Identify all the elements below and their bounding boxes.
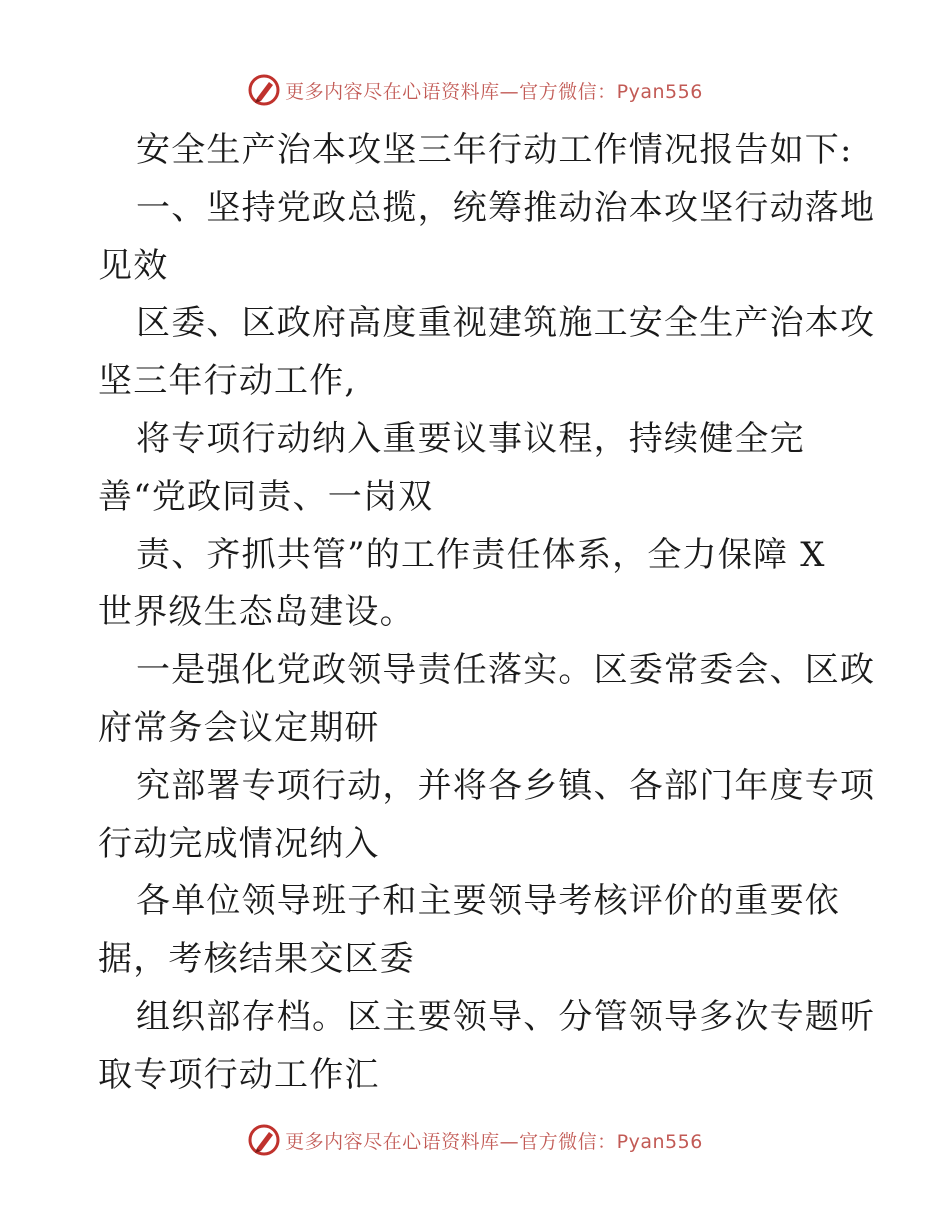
text-line: 一是强化党政领导责任落实。区委常委会、区政 [136,650,876,691]
pen-logo-icon [247,73,281,107]
text-line: 区委、区政府高度重视建筑施工安全生产治本攻 [136,303,876,344]
text-line: 各单位领导班子和主要领导考核评价的重要依 [136,881,840,922]
text-line: 责、齐抓共管”的工作责任体系，全力保障 X [136,534,826,575]
text-line: 行动完成情况纳入 [98,823,380,864]
text-line: 究部署专项行动，并将各乡镇、各部门年度专项 [136,765,876,806]
text-line: 见效 [98,245,169,286]
text-line: 世界级生态岛建设。 [98,592,415,633]
watermark-text: 更多内容尽在心语资料库—官方微信：Pyan556 [285,80,703,103]
footer-watermark [0,1120,950,1160]
pen-logo-icon [247,1123,281,1157]
text-line: 一、坚持党政总揽，统筹推动治本攻坚行动落地 [136,187,876,228]
text-line: 将专项行动纳入重要议事议程，持续健全完 [136,418,805,459]
document-body [98,122,878,1105]
watermark-text: 更多内容尽在心语资料库—官方微信：Pyan556 [285,1130,703,1153]
text-line: 坚三年行动工作, [98,361,357,402]
text-line: 取专项行动工作汇 [98,1054,380,1095]
text-line: 安全生产治本攻坚三年行动工作情况报告如下: [136,130,853,170]
header-watermark [0,70,950,110]
text-line: 据，考核结果交区委 [98,939,415,980]
text-line: 组织部存档。区主要领导、分管领导多次专题听 [136,996,876,1037]
text-line: 府常务会议定期研 [98,707,380,748]
text-line: 善“党政同责、一岗双 [98,476,434,517]
